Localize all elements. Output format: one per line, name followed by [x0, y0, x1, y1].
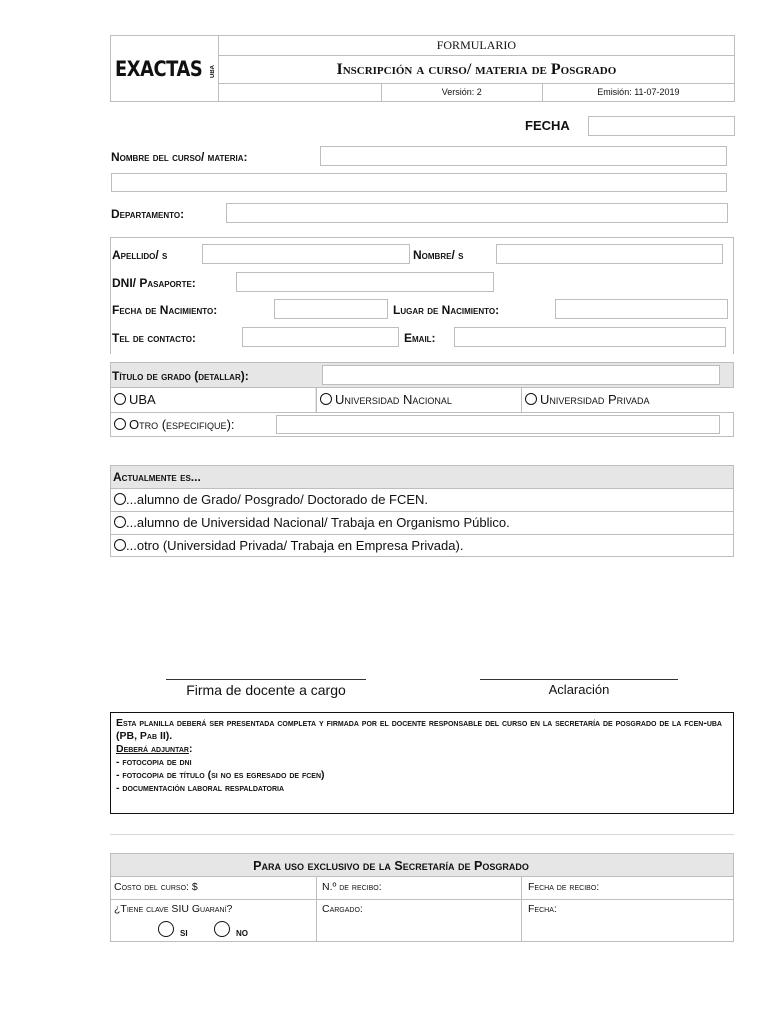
receipt-number-label: N.º de recibo: — [322, 881, 382, 893]
radio-icon — [320, 393, 332, 405]
signature-line-left — [166, 679, 366, 680]
dni-label: DNI/ Pasaporte: — [112, 276, 196, 290]
siu-option-si[interactable]: si — [158, 921, 188, 939]
office-use-title: Para uso exclusivo de la Secretaría de Posgrado — [253, 859, 529, 873]
current-option-national[interactable]: ...alumno de Universidad Nacional/ Trabaja en Organismo Público. — [114, 515, 510, 530]
uba-logo-mark: UBA — [209, 64, 216, 78]
notice-attach: Deberá adjuntar: — [116, 743, 193, 755]
notice-box — [110, 712, 734, 814]
receipt-date-label: Fecha de recibo: — [528, 881, 600, 893]
birth-date-field[interactable] — [274, 299, 388, 319]
phone-field[interactable] — [242, 327, 399, 347]
course-name-label: Nombre del curso/ materia: — [111, 150, 248, 164]
notice-item: - fotocopia de dni — [116, 756, 192, 768]
current-option-fcen[interactable]: ...alumno de Grado/ Posgrado/ Doctorado de FCEN. — [114, 492, 428, 507]
radio-icon — [114, 418, 126, 430]
radio-icon — [158, 921, 174, 937]
degree-title-label: Título de grado (detallar): — [112, 369, 249, 383]
degree-other-field[interactable] — [276, 415, 720, 434]
notice-item: - documentación laboral respaldatoria — [116, 782, 285, 794]
degree-title-field[interactable] — [322, 365, 720, 385]
nombre-field[interactable] — [496, 244, 723, 264]
radio-icon — [114, 493, 126, 505]
fecha-field[interactable] — [588, 116, 735, 136]
email-field[interactable] — [454, 327, 726, 347]
form-title: Inscripción a curso/ materia de Posgrado — [218, 56, 734, 83]
degree-option-other[interactable]: Otro (especifique): — [114, 417, 235, 432]
course-name-field[interactable] — [320, 146, 727, 166]
current-status-title: Actualmente es... — [113, 470, 201, 484]
form-header — [110, 35, 735, 102]
birth-place-field[interactable] — [555, 299, 728, 319]
degree-option-private[interactable]: Universidad Privada — [525, 392, 650, 407]
course-name-field-line2[interactable] — [111, 173, 727, 192]
notice-text: Esta planilla deberá ser presentada completa y firmada por el docente responsable del curso en la secretaría de posgrado de la fcen-uba (PB, Pab II). — [116, 717, 722, 742]
degree-option-national[interactable]: Universidad Nacional — [320, 392, 452, 407]
siu-label: ¿Tiene clave SIU Guaraní? — [114, 903, 233, 915]
signature-line-right — [480, 679, 678, 680]
current-status-header — [111, 466, 733, 488]
radio-icon — [214, 921, 230, 937]
department-field[interactable] — [226, 203, 728, 223]
degree-option-uba[interactable]: UBA — [114, 392, 156, 407]
signature-label-right: Aclaración — [548, 682, 610, 697]
radio-icon — [114, 393, 126, 405]
exactas-logo: EXACTAS — [115, 56, 203, 81]
logo-cell — [111, 36, 219, 102]
birth-date-label: Fecha de Nacimiento: — [112, 303, 218, 317]
fecha-label: FECHA — [525, 118, 570, 133]
radio-icon — [525, 393, 537, 405]
radio-icon — [114, 539, 126, 551]
department-label: Departamento: — [111, 207, 185, 221]
form-type: FORMULARIO — [218, 36, 734, 56]
apellido-field[interactable] — [202, 244, 410, 264]
signature-label-left: Firma de docente a cargo — [186, 682, 346, 698]
apellido-label: Apellido/ s — [112, 248, 168, 262]
date-label: Fecha: — [528, 903, 557, 915]
email-label: Email: — [404, 331, 436, 345]
radio-icon — [114, 516, 126, 528]
nombre-label: Nombre/ s — [413, 248, 464, 262]
siu-option-no[interactable]: no — [214, 921, 248, 939]
notice-item: - fotocopia de título (si no es egresado de fcen) — [116, 769, 325, 781]
dni-field[interactable] — [236, 272, 494, 292]
birth-place-label: Lugar de Nacimiento: — [393, 303, 500, 317]
current-option-other[interactable]: ...otro (Universidad Privada/ Trabaja en Empresa Privada). — [114, 538, 463, 553]
cost-label: Costo del curso: $ — [114, 881, 198, 893]
loaded-label: Cargado: — [322, 903, 363, 915]
phone-label: Tel de contacto: — [112, 331, 196, 345]
emission-label: Emisión: 11-07-2019 — [542, 83, 734, 101]
divider — [110, 834, 734, 835]
version-label: Versión: 2 — [381, 83, 542, 101]
